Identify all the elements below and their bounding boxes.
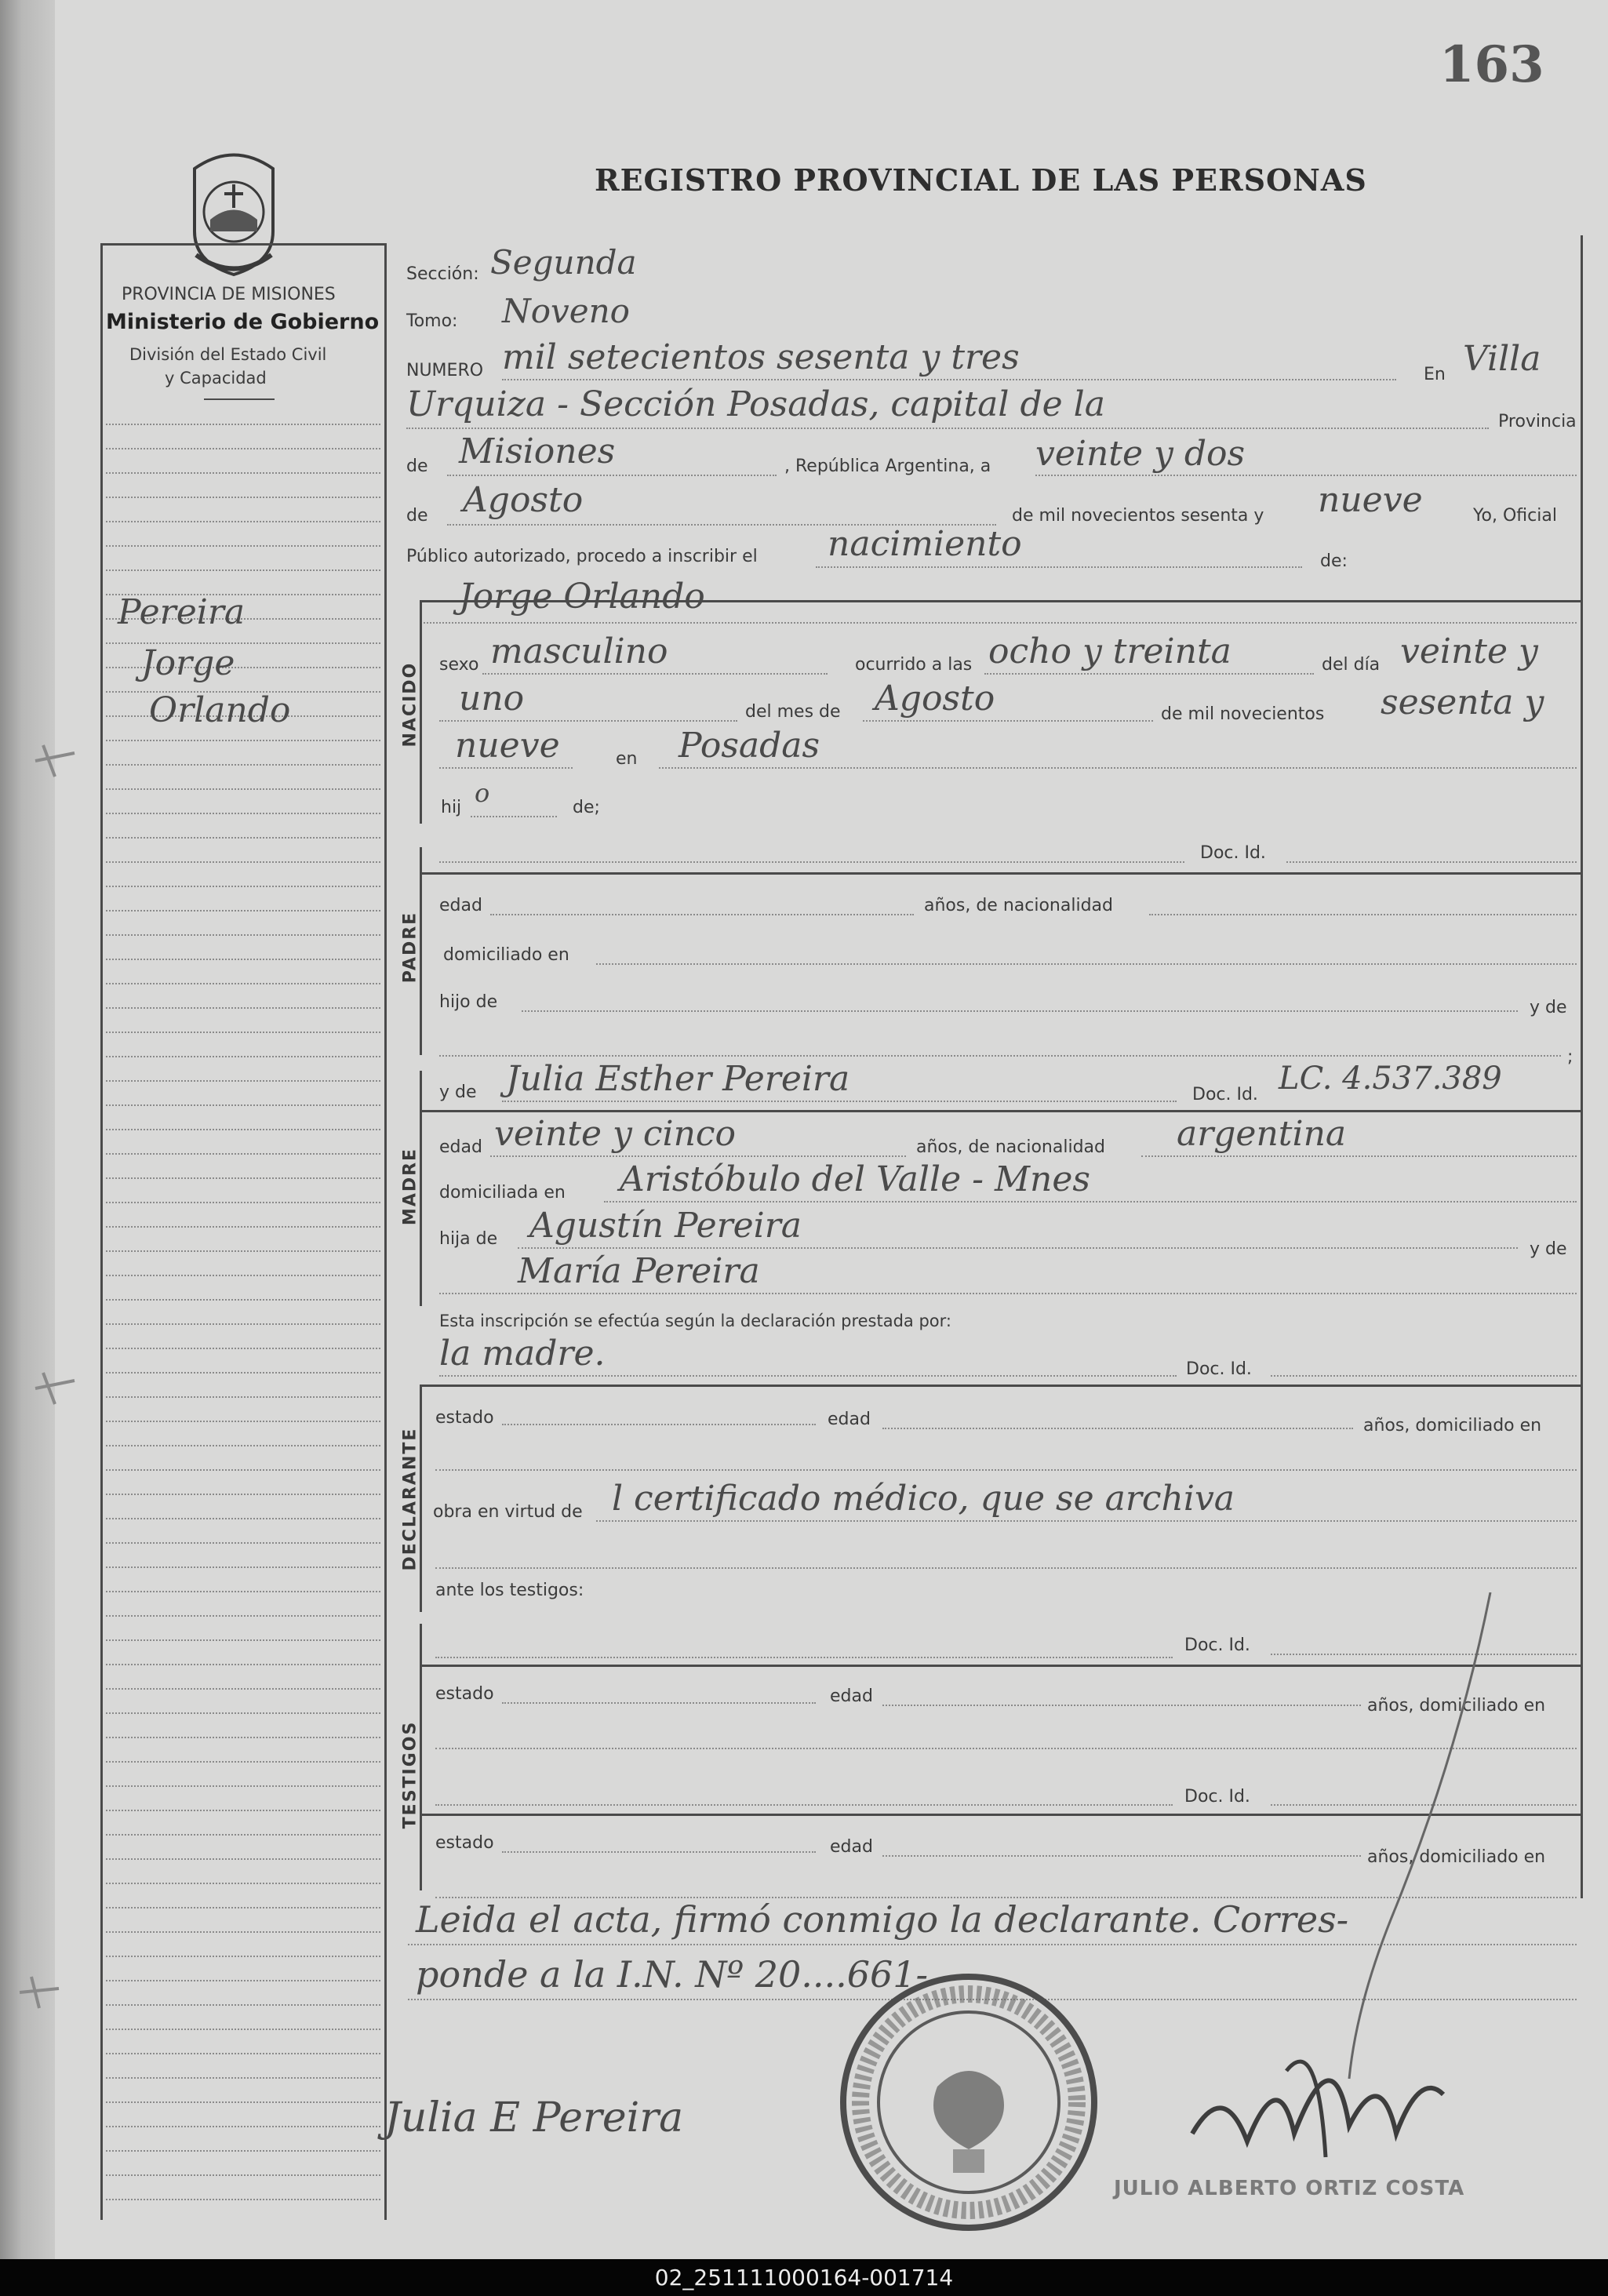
dotted-line bbox=[596, 1520, 1577, 1522]
madre-doc-value: LC. 4.537.389 bbox=[1279, 1061, 1502, 1097]
testigo1-domiciliado-label: años, domiciliado en bbox=[1367, 1696, 1546, 1716]
dotted-line bbox=[439, 767, 573, 769]
margin-rule bbox=[106, 1737, 380, 1738]
dotted-line bbox=[490, 1155, 906, 1157]
margin-rule bbox=[106, 1639, 380, 1641]
declarante-edad-label: edad bbox=[828, 1410, 871, 1429]
margin-rule bbox=[106, 1518, 380, 1519]
de-label-2: de bbox=[406, 506, 428, 526]
margin-rule bbox=[106, 1858, 380, 1860]
margin-rule bbox=[106, 1372, 380, 1374]
dotted-line bbox=[1149, 914, 1577, 915]
dotted-line bbox=[439, 1055, 1561, 1057]
act-value: nacimiento bbox=[828, 524, 1022, 564]
margin-rule bbox=[106, 1056, 380, 1057]
margin-rule bbox=[106, 1494, 380, 1495]
dotted-line bbox=[522, 1010, 1518, 1012]
margin-top-rule bbox=[100, 243, 387, 246]
margin-rule bbox=[106, 1664, 380, 1665]
margin-rule bbox=[106, 1250, 380, 1252]
margin-rule bbox=[106, 1615, 380, 1617]
margin-rule bbox=[106, 545, 380, 547]
margin-rule bbox=[106, 1348, 380, 1349]
margin-rule bbox=[106, 1007, 380, 1009]
sexo-label: sexo bbox=[439, 655, 479, 675]
numero-label: NUMERO bbox=[406, 361, 484, 380]
staple-icon bbox=[31, 737, 78, 784]
testigo2-estado-label: estado bbox=[435, 1833, 494, 1853]
section-rule bbox=[420, 1385, 1581, 1387]
margin-rule bbox=[106, 1396, 380, 1398]
publico-label: Público autorizado, procedo a inscribir el bbox=[406, 547, 758, 566]
margin-rule bbox=[106, 788, 380, 790]
margin-rule bbox=[106, 861, 380, 863]
testigos-section-label: TESTIGOS bbox=[400, 1720, 420, 1829]
margin-rule bbox=[106, 1275, 380, 1276]
padre-doc-label: Doc. Id. bbox=[1200, 843, 1266, 863]
margin-rule bbox=[106, 1542, 380, 1544]
margin-rule bbox=[106, 764, 380, 766]
margin-rule bbox=[106, 1907, 380, 1908]
margin-surname: Pereira bbox=[118, 592, 246, 632]
madre-edad-label: edad bbox=[439, 1137, 482, 1157]
madre-hija-label: hija de bbox=[439, 1229, 498, 1249]
testigo2-edad-label: edad bbox=[830, 1837, 873, 1857]
year-value: nueve bbox=[1318, 480, 1423, 520]
margin-rule bbox=[106, 1931, 380, 1933]
margin-rule bbox=[106, 813, 380, 814]
madre-edad-value: veinte y cinco bbox=[494, 1114, 737, 1154]
margin-rule bbox=[106, 1712, 380, 1714]
division-label: División del Estado Civil bbox=[129, 345, 327, 364]
month-value: Agosto bbox=[463, 480, 584, 520]
tomo-value: Noveno bbox=[502, 292, 630, 330]
margin-rule bbox=[106, 1323, 380, 1325]
file-id: 02_251111000164-001714 bbox=[654, 2265, 954, 2291]
en-label-nacido: en bbox=[616, 749, 638, 769]
tomo-label: Tomo: bbox=[406, 311, 458, 331]
margin-rule bbox=[106, 1688, 380, 1690]
margin-rule bbox=[106, 910, 380, 911]
margin-rule bbox=[106, 497, 380, 498]
dotted-line bbox=[984, 673, 1314, 675]
margin-rule bbox=[106, 1080, 380, 1082]
margin-rule bbox=[106, 1591, 380, 1592]
dotted-line bbox=[502, 1851, 816, 1853]
anio-value-2: nueve bbox=[455, 726, 560, 766]
margin-rule bbox=[106, 1810, 380, 1811]
section-rule bbox=[420, 872, 1581, 875]
de-colon-label: de: bbox=[1320, 551, 1348, 571]
margin-rule bbox=[106, 1469, 380, 1471]
dotted-line bbox=[518, 1247, 1518, 1249]
dotted-line bbox=[439, 720, 737, 722]
republica-label: , República Argentina, a bbox=[784, 457, 991, 476]
page-title: REGISTRO PROVINCIAL DE LAS PERSONAS bbox=[595, 162, 1367, 198]
margin-rule bbox=[106, 2101, 380, 2103]
closing-line-2: ponde a la I.N. Nº 20....661- bbox=[416, 1953, 929, 1996]
binding-edge bbox=[0, 0, 55, 2259]
margin-rule bbox=[106, 934, 380, 936]
margin-rule bbox=[106, 1980, 380, 1981]
official-seal-icon bbox=[835, 1969, 1102, 2236]
hora-value: ocho y treinta bbox=[988, 631, 1231, 671]
testigo1-estado-label: estado bbox=[435, 1684, 494, 1704]
margin-rule bbox=[106, 1226, 380, 1228]
margin-rule bbox=[106, 1299, 380, 1301]
margin-rule bbox=[106, 959, 380, 960]
margin-rule bbox=[106, 2126, 380, 2127]
margin-rule bbox=[106, 448, 380, 449]
del-mes-label: del mes de bbox=[745, 702, 841, 722]
dotted-line bbox=[882, 1428, 1353, 1429]
margin-rule bbox=[106, 1445, 380, 1446]
dotted-line bbox=[502, 1101, 1177, 1102]
madre-nombre: Julia Esther Pereira bbox=[506, 1059, 850, 1099]
sexo-value: masculino bbox=[490, 631, 668, 671]
mil-label: de mil novecientos sesenta y bbox=[1012, 506, 1264, 526]
margin-rule bbox=[106, 837, 380, 839]
en-value: Villa bbox=[1463, 339, 1541, 379]
testigos-label: ante los testigos: bbox=[435, 1581, 584, 1600]
margin-rule bbox=[106, 1956, 380, 1957]
de-label: de bbox=[406, 457, 428, 476]
dotted-line bbox=[1271, 1375, 1577, 1377]
lugar-value: Posadas bbox=[678, 726, 820, 766]
testigo2-domiciliado-label: años, domiciliado en bbox=[1367, 1847, 1546, 1867]
dotted-line bbox=[435, 1804, 1173, 1806]
margin-middle-name: Orlando bbox=[149, 690, 291, 730]
margin-rule bbox=[106, 1129, 380, 1130]
dotted-line bbox=[659, 767, 1577, 769]
signature-declarante: Julia E Pereira bbox=[384, 2094, 684, 2141]
ministry-label: Ministerio de Gobierno bbox=[106, 310, 380, 334]
dotted-line bbox=[490, 914, 914, 915]
dotted-line bbox=[816, 566, 1302, 568]
dia-value-2: uno bbox=[459, 679, 525, 719]
margin-rule bbox=[106, 2077, 380, 2079]
provincia-value: Misiones bbox=[459, 431, 616, 471]
testigo1-doc-label: Doc. Id. bbox=[1184, 1636, 1250, 1655]
dotted-line bbox=[406, 428, 1489, 429]
declarante-estado-label: estado bbox=[435, 1408, 494, 1428]
margin-rule bbox=[106, 1834, 380, 1836]
mil-novecientos-label: de mil novecientos bbox=[1161, 704, 1325, 724]
dotted-line bbox=[439, 861, 1184, 863]
dotted-line bbox=[435, 1657, 1173, 1658]
margin-border-right bbox=[384, 243, 387, 2220]
day-value: veinte y dos bbox=[1035, 434, 1246, 474]
dotted-line bbox=[1286, 861, 1577, 863]
madre-section-label: MADRE bbox=[400, 1147, 420, 1226]
margin-rule bbox=[106, 2053, 380, 2054]
padre-semicolon: ; bbox=[1567, 1047, 1573, 1067]
margin-first-name: Jorge bbox=[141, 643, 235, 683]
madre-y-de-label: y de bbox=[439, 1083, 477, 1102]
obra-value: l certificado médico, que se archiva bbox=[612, 1479, 1235, 1519]
padre-nacionalidad-label: años, de nacionalidad bbox=[924, 896, 1113, 915]
margin-rule bbox=[106, 569, 380, 571]
hij-value: o bbox=[475, 778, 490, 808]
margin-rule bbox=[106, 472, 380, 474]
dotted-line bbox=[596, 963, 1577, 965]
margin-rule bbox=[106, 2199, 380, 2200]
dotted-line bbox=[1035, 475, 1577, 476]
hij-label: hij bbox=[441, 798, 462, 817]
padre-domiciliado-label: domiciliado en bbox=[443, 945, 569, 965]
seccion-label: Sección: bbox=[406, 264, 479, 284]
nacido-section-label: NACIDO bbox=[400, 661, 420, 748]
margin-border-left bbox=[100, 243, 103, 2220]
margin-rule bbox=[106, 740, 380, 741]
madre-nacionalidad-label: años, de nacionalidad bbox=[916, 1137, 1105, 1157]
ocurrido-label: ocurrido a las bbox=[855, 655, 973, 675]
dotted-line bbox=[502, 379, 1396, 380]
margin-rule bbox=[106, 886, 380, 887]
child-name: Jorge Orlando bbox=[459, 577, 705, 617]
dotted-line bbox=[604, 1201, 1577, 1203]
madre-doc-label: Doc. Id. bbox=[1192, 1085, 1258, 1104]
margin-rule bbox=[106, 1153, 380, 1155]
madre-domiciliada-label: domiciliada en bbox=[439, 1183, 566, 1203]
staple-icon bbox=[31, 1365, 78, 1412]
file-id-bar bbox=[0, 2259, 1608, 2296]
dotted-line bbox=[502, 1702, 816, 1704]
dotted-line bbox=[439, 1293, 1577, 1294]
padre-y-de-label: y de bbox=[1530, 998, 1567, 1017]
declarante-domiciliado-label: años, domiciliado en bbox=[1363, 1416, 1542, 1435]
madre-nacionalidad-value: argentina bbox=[1177, 1114, 1347, 1154]
division-label-2: y Capacidad bbox=[165, 369, 267, 388]
margin-rule bbox=[106, 2029, 380, 2030]
divider bbox=[204, 398, 275, 400]
form-border-right bbox=[1581, 235, 1583, 1898]
testigo1-edad-label: edad bbox=[830, 1687, 873, 1706]
padre-section-label: PADRE bbox=[400, 911, 420, 984]
dotted-line bbox=[439, 1375, 1177, 1377]
inscripcion-label: Esta inscripción se efectúa según la declaración prestada por: bbox=[439, 1312, 951, 1330]
place-value: Urquiza - Sección Posadas, capital de la bbox=[406, 384, 1105, 424]
page-number: 163 bbox=[1439, 35, 1544, 94]
dotted-line bbox=[1141, 1155, 1577, 1157]
dotted-line bbox=[502, 1424, 816, 1425]
numero-value: mil setecientos sesenta y tres bbox=[502, 337, 1020, 377]
dotted-line bbox=[424, 622, 1577, 624]
madre-madre-value: María Pereira bbox=[518, 1251, 760, 1291]
de-label-nacido: de; bbox=[573, 798, 600, 817]
oficial-label: Yo, Oficial bbox=[1473, 506, 1557, 526]
margin-rule bbox=[106, 2174, 380, 2176]
seccion-value: Segunda bbox=[490, 243, 637, 282]
del-dia-label: del día bbox=[1322, 655, 1381, 675]
dotted-line bbox=[471, 816, 557, 817]
madre-padre-value: Agustín Pereira bbox=[529, 1206, 802, 1246]
declarante-value: la madre. bbox=[439, 1334, 606, 1374]
official-name-stamp: JULIO ALBERTO ORTIZ COSTA bbox=[1114, 2177, 1465, 2200]
anio-value: sesenta y bbox=[1381, 682, 1544, 722]
provincia-label: Provincia bbox=[1498, 412, 1577, 431]
dotted-line bbox=[863, 720, 1153, 722]
madre-y-de-label-2: y de bbox=[1530, 1239, 1567, 1259]
dotted-line bbox=[435, 1567, 1577, 1569]
padre-hijo-label: hijo de bbox=[439, 992, 498, 1012]
margin-rule bbox=[106, 2004, 380, 2006]
dia-value: veinte y bbox=[1400, 631, 1538, 671]
coat-of-arms-icon bbox=[179, 145, 289, 278]
madre-domicilio-value: Aristóbulo del Valle - Mnes bbox=[620, 1159, 1090, 1199]
margin-rule bbox=[106, 1566, 380, 1568]
margin-rule bbox=[106, 1761, 380, 1763]
margin-rule bbox=[106, 1883, 380, 1884]
margin-rule bbox=[106, 521, 380, 522]
padre-edad-label: edad bbox=[439, 896, 482, 915]
margin-rule bbox=[106, 2150, 380, 2152]
declarante-doc-label: Doc. Id. bbox=[1186, 1359, 1252, 1379]
testigo2-doc-label: Doc. Id. bbox=[1184, 1787, 1250, 1807]
margin-rule bbox=[106, 1032, 380, 1033]
en-label: En bbox=[1424, 365, 1446, 384]
dotted-line bbox=[435, 1469, 1577, 1471]
obra-label: obra en virtud de bbox=[433, 1502, 583, 1522]
signature-official-icon bbox=[1161, 1592, 1522, 2196]
dotted-line bbox=[447, 475, 777, 476]
margin-rule bbox=[106, 1177, 380, 1179]
margin-rule bbox=[106, 1421, 380, 1422]
section-rule bbox=[420, 1110, 1581, 1112]
margin-rule bbox=[106, 1202, 380, 1203]
margin-rule bbox=[106, 983, 380, 984]
margin-rule bbox=[106, 1785, 380, 1787]
declarante-section-label: DECLARANTE bbox=[400, 1427, 420, 1571]
mes-value: Agosto bbox=[875, 679, 995, 719]
margin-rule bbox=[106, 424, 380, 425]
margin-rule bbox=[106, 1104, 380, 1106]
dotted-line bbox=[482, 673, 828, 675]
closing-line-1: Leida el acta, firmó conmigo la declarante. Corres- bbox=[416, 1898, 1349, 1941]
section-rule bbox=[420, 600, 1581, 602]
province-label: PROVINCIA DE MISIONES bbox=[122, 285, 336, 304]
staple-icon bbox=[16, 1969, 63, 2016]
